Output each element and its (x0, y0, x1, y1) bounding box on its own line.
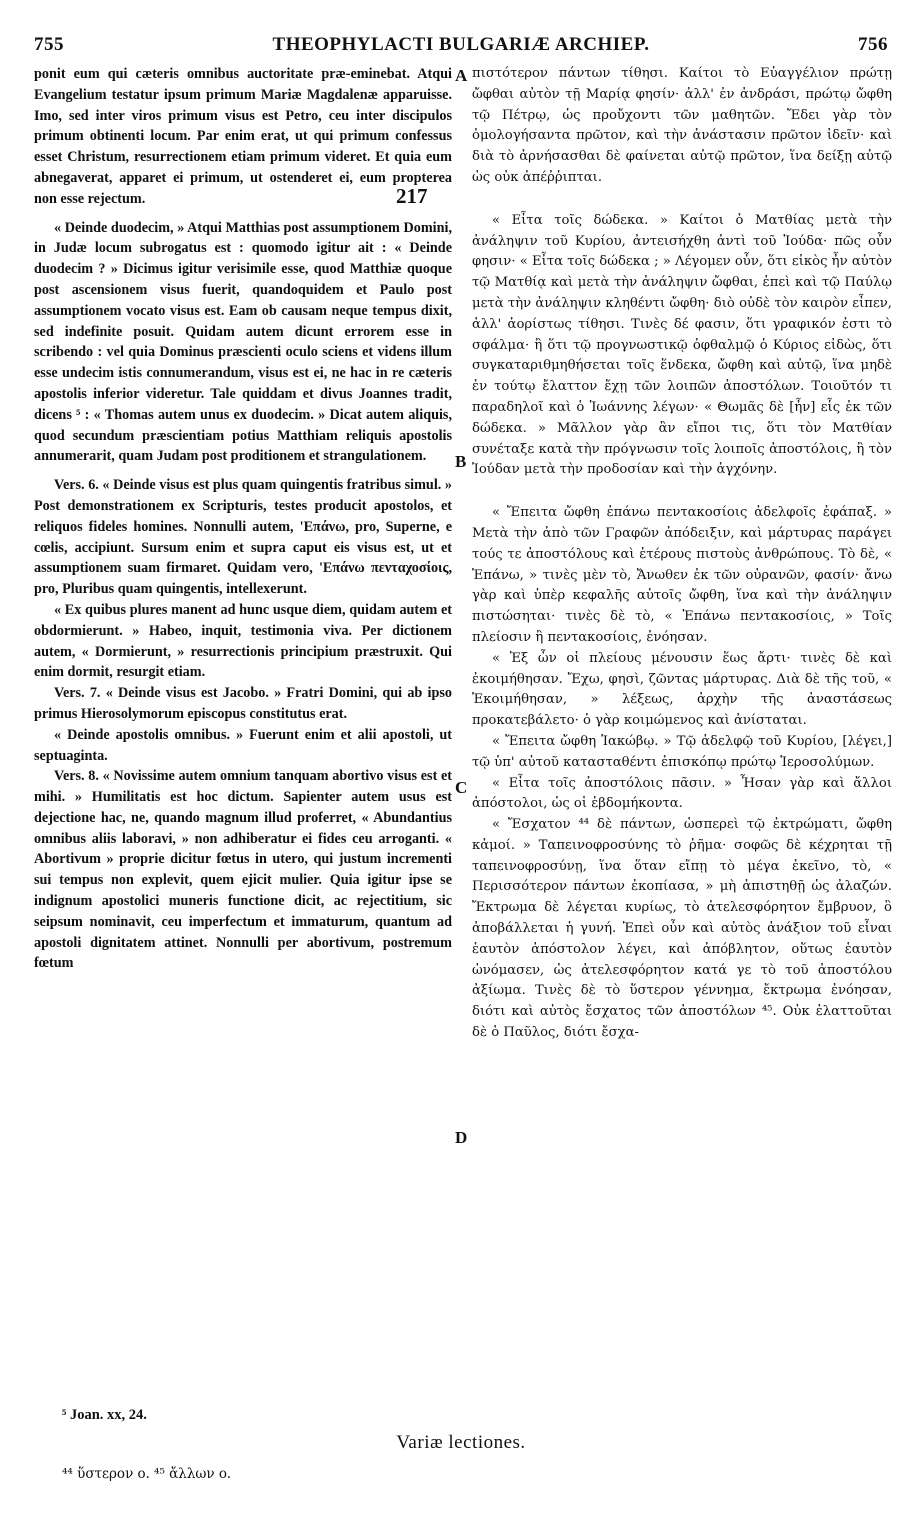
latin-paragraph: Vers. 8. « Novissime autem omnium tanquam abortivo visus est et mihi. » Humilitatis est hoc dictum. Sapienter autem usus est dejectione hac, ne, quando magnum illud proferret, « Abundantius omnibus aliis laboravi, » non adhiberatur ei fides ceu arroganti. « Abortivum » proprie dicitur fœtus in utero, qui justum incrementi sui tempus non explevit, quem ejicit mulier. Quia igitur ipse se indignum apostolici muneris functione dicit, ac rejectitium, sic seipsum nominavit, ceu imperfectum et immaturum, quantum ad apostoli dignitatem attinet. Nonnulli per abortivum, postremum fœtum (34, 768, 452, 972)
greek-paragraph: « Εἶτα τοῖς δώδεκα. » Καίτοι ὁ Ματθίας μετὰ τὴν ἀνάληψιν τοῦ Κυρίου, ἀντεισήχθη ἀντὶ τοῦ Ἰούδα· πῶς οὖν φησιν· « Εἶτα τοῖς δώδεκα ; » Λέγομεν οὖν, ὅτι εἰκὸς ἦν αὐτὸν τῷ Ματθίᾳ καὶ μετὰ τὴν ἀνάληψιν ὤφθαι, ἐπεὶ καὶ τῷ Παύλῳ μετὰ τὴν ἀνάληψιν κληθέντι ὤφθη· διὸ οὐδὲ τὸν καιρὸν εἶπεν, ἀλλ' ἀορίστως τίθησι. Τινὲς δέ φασιν, ὅτι γραφικόν ἐστι τὸ σφάλμα· ἢ ὅτι τῷ προγνωστικῷ ὀφθαλμῷ ὁ Κύριος εἰδὼς, ὅτι συγκαταριθμηθήσεται τοῖς ἕνδεκα, ὤφθη καὶ αὐτῷ, ἵνα μηδὲ ἐν τούτῳ ἔλαττον ἔχῃ τῶν λοιπῶν ἀποστόλων. Τοιοῦτόν τι παραδηλοῖ καὶ ὁ Ἰωάννης λέγων· « Θωμᾶς δὲ [ἦν] εἷς ἐκ τῶν δώδεκα. » Μᾶλλον γὰρ ἂν εἴποι τις, ὅτι τὸν Ματθίαν συνέταξε κατὰ τὴν πρόγνωσιν τοῖς λοιποῖς ἀποστόλοις, ἢ τὸν Ἰούδαν μετὰ τὴν προδοσίαν καὶ τὴν ἀγχόνην. (472, 212, 892, 478)
running-title: THEOPHYLACTI BULGARIÆ ARCHIEP. (272, 34, 650, 55)
greek-column (472, 64, 892, 1044)
greek-paragraph: « Ἔπειτα ὤφθη Ἰακώβῳ. » Τῷ ἀδελφῷ τοῦ Κυρίου, [λέγει,] τῷ ὑπ' αὐτοῦ κατασταθέντι ἐπισκόπῳ πρώτῳ Ἱεροσολύμων. (472, 733, 892, 770)
footnote: ⁵ Joan. xx, 24. (62, 1407, 147, 1423)
greek-paragraph: « Εἶτα τοῖς ἀποστόλοις πᾶσιν. » Ἦσαν γὰρ καὶ ἄλλοι ἀπόστολοι, ὡς οἱ ἑβδομήκοντα. (472, 775, 892, 812)
latin-paragraph: Vers. 7. « Deinde visus est Jacobo. » Fratri Domini, qui ab ipso primus Hierosolymorum episcopus constitutus erat. (34, 685, 452, 722)
latin-paragraph: « Deinde duodecim, » Atqui Matthias post assumptionem Domini, in Judæ locum subrogatus est : quomodo igitur ait : « Deinde duodecim ? » Dicimus igitur verisimile esse, quod Matthiæ quoque post ascensionem visus fuerit, quandoquidem et Paulo post assumptionem vocato visus est. Eam ob causam neque tempus dixit, sed indefinite posuit. Quidam autem dicunt errorem esse in scribendo : vel quia Dominus præscienti oculo sciens et videns illum esse undecim istis connumerandum, visus est ei, ne hac in re cæteris apostolis inferior videretur. Tale quiddam et divus Joannes tradit, dicens ⁵ : « Thomas autem unus ex duodecim. » Dicat autem aliquis, quod secundum præscientiam potius Matthiam reliquis apostolis annumerarit, quam Judam post proditionem et strangulationem. (34, 219, 452, 465)
page-header (34, 34, 888, 60)
latin-paragraph: « Ex quibus plures manent ad hunc usque diem, quidam autem et obdormierunt. » Habeo, inquit, testimonia viva. Per dictionem autem, « Dormierunt, » resurrectionis principium præstruxit. Qui enim dormit, resurgit etiam. (34, 601, 452, 681)
latin-column (34, 64, 452, 974)
variae-lectiones-title: Variæ lectiones. (396, 1432, 526, 1453)
page-number-left: 755 (34, 34, 64, 55)
margin-letter-a: A (455, 66, 468, 85)
margin-letter-b: B (455, 452, 467, 471)
page-number-right: 756 (858, 34, 888, 55)
greek-paragraph: « Ἔσχατον ⁴⁴ δὲ πάντων, ὡσπερεὶ τῷ ἐκτρώματι, ὤφθη κἀμοί. » Ταπεινοφροσύνης τὸ ῥῆμα· σοφῶς δὲ κέχρηται τῇ ταπεινοφροσύνῃ, ἵνα ὅταν εἴπῃ τὸ μέγα ἐκεῖνο, τὸ, « Περισσότερον πάντων ἐκοπίασα, » μὴ ἀπιστηθῇ ὡς ἀλαζών. Ἔκτρωμα δὲ λέγεται κυρίως, τὸ ἀτελεσφόρητον ἔμβρυον, ὃ ἀποβάλλεται ἡ γυνή. Ἐπεὶ οὖν καὶ αὐτὸς ἀνάξιον τοῦ εἶναι ἑαυτὸν ἀπόστολον λέγει, καὶ ἀπόβλητον, οὕτως ἑαυτὸν ὠνόμασεν, ὡς ἀτελεσφόρητον κατά γε τὸ τοῦ ἀποστόλου ἀξίωμα. Τινὲς δὲ τὸ ὕστερον γέννημα, ἔκτρωμα ἐνόησαν, διότι καὶ αὐτὸς ἔσχατος τῶν ἀποστόλων ⁴⁵. Οὐκ ἐλαττοῦται δὲ ὁ Παῦλος, διότι ἔσχα- (472, 817, 892, 1041)
latin-paragraph: « Deinde apostolis omnibus. » Fuerunt enim et alii apostoli, ut septuaginta. (34, 726, 452, 764)
margin-letter-c: C (455, 778, 468, 797)
margin-letter-d: D (455, 1128, 468, 1147)
greek-paragraph: πιστότερον πάντων τίθησι. Καίτοι τὸ Εὐαγγέλιον πρώτῃ ὤφθαι αὐτὸν τῇ Μαρίᾳ φησίν· ἀλλ' ἐν ἀνδράσι, πρώτῳ ὤφθη τῷ Πέτρῳ, ὡς προὔχοντι τῶν μαθητῶν. Ἔδει γὰρ τὸν ὁμολογήσαντα πρῶτον, καὶ τὴν ἀνάστασιν πρῶτον ἰδεῖν· καὶ διὰ τὸ ἀρνήσασθαι δὲ φαίνεται αὐτῷ πρῶτον, ἵνα δείξῃ αὐτῷ ὡς οὐκ ἀπέῤῥιπται. (472, 66, 892, 185)
variae-lectiones-note: ⁴⁴ ὕστερον o. ⁴⁵ ἄλλων o. (62, 1466, 232, 1482)
latin-paragraph: Vers. 6. « Deinde visus est plus quam quingentis fratribus simul. » Post demonstrationem ex Scripturis, testes producit apostolos, et reliquos fideles homines. Nonnulli autem, 'Επάνω, pro, Superne, e cœlis, accipiunt. Sursum enim et supra caput eis visus est, ut et assumptionem suam firmaret. Quidam vero, 'Επάνω πενταχοσίοις, pro, Pluribus quam quingentis, intellexerunt. (34, 477, 452, 598)
latin-paragraph: ponit eum qui cæteris omnibus auctoritate præ-eminebat. Atqui Evangelium testatur ipsum primum Mariæ Magdalenæ apparuisse. Imo, sed inter viros primum visus est Petro, ceu inter discipulos primum obtinenti locum. Par enim erat, ut qui primum confessus esset Christum, resurrectionem etiam primum videret. Et quia eum abnegaverat, apparet ei primum, ut ostenderet ei, eum propterea non esse rejectum. (34, 66, 452, 207)
column-number: 217 (396, 184, 428, 208)
greek-paragraph: « Ἐξ ὧν οἱ πλείους μένουσιν ἕως ἄρτι· τινὲς δὲ καὶ ἐκοιμήθησαν. Ἔχω, φησὶ, ζῶντας μάρτυρας. Διὰ δὲ τῆς τοῦ, « Ἐκοιμήθησαν, » λέξεως, ἀρχὴν τῆς ἀναστάσεως προκατεβάλετο· ὁ γὰρ κοιμώμενος καὶ ἀνίσταται. (472, 650, 892, 729)
greek-paragraph: « Ἔπειτα ὤφθη ἐπάνω πεντακοσίοις ἀδελφοῖς ἐφάπαξ. » Μετὰ τὴν ἀπὸ τῶν Γραφῶν ἀπόδειξιν, καὶ μάρτυρας παράγει τούς τε ἀποστόλους καὶ ἑτέρους πιστοὺς ἀνθρώπους. Τὸ δὲ, « Ἐπάνω, » τινὲς μὲν τὸ, Ἄνωθεν ἐκ τῶν οὐρανῶν, φασίν· ἄνω γὰρ καὶ ὑπὲρ κεφαλῆς αὐτοῖς ὤφθη, ἵνα καὶ τὴν ἀνάληψιν πιστώσηται· τινὲς δὲ τὸ, « Ἐπάνω πεντακοσίοις, » Τοῖς πλείοσιν ἢ πεντακοσίοις, ἐνόησαν. (472, 505, 892, 645)
